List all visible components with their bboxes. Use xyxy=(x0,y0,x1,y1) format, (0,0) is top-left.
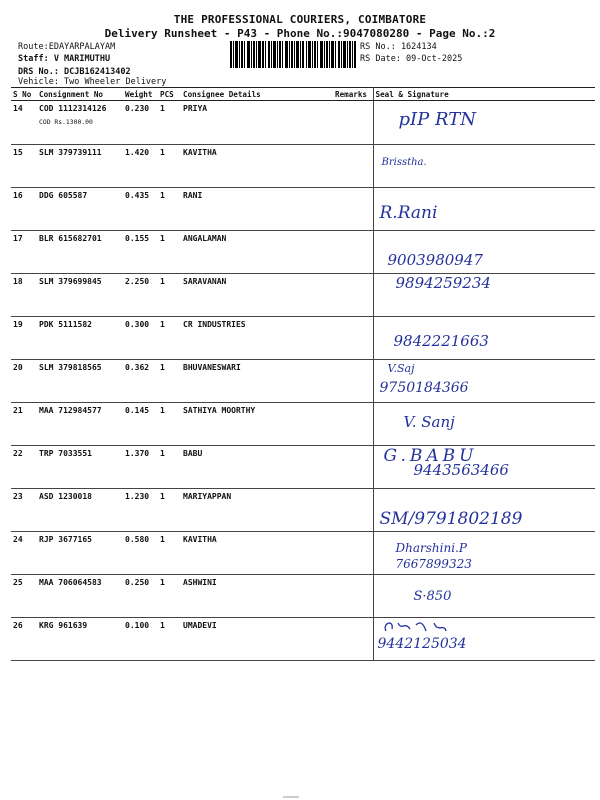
handwritten-signature: pIP RTN xyxy=(398,109,476,130)
handwritten-signature: S·850 xyxy=(413,589,452,604)
signature-cell xyxy=(373,532,595,575)
handwritten-signature: V.Saj xyxy=(387,362,415,375)
table-row xyxy=(11,188,595,231)
consignee-cell: PRIYA xyxy=(181,101,333,145)
col-remarks: Remarks xyxy=(333,88,373,101)
signature-cell xyxy=(373,403,595,446)
consignment-cell: MAA 706064583 xyxy=(37,575,123,618)
remarks-cell xyxy=(333,575,373,618)
remarks-cell xyxy=(333,446,373,489)
consignment-cell: KRG 961639 xyxy=(37,618,123,661)
weight-cell: 2.250 xyxy=(123,274,158,317)
weight-cell: 0.435 xyxy=(123,188,158,231)
remarks-cell xyxy=(333,532,373,575)
handwritten-phone: 7667899323 xyxy=(395,557,472,571)
pcs-cell: 1 xyxy=(158,317,181,360)
signature-cell xyxy=(373,575,595,618)
consignee-cell: UMADEVI xyxy=(181,618,333,661)
signature-cell xyxy=(373,101,595,145)
weight-cell: 1.230 xyxy=(123,489,158,532)
page-mark xyxy=(283,796,299,798)
weight-cell: 0.230 xyxy=(123,101,158,145)
consignee-cell: ANGALAMAN xyxy=(181,231,333,274)
remarks-cell xyxy=(333,101,373,145)
consignee-cell: MARIYAPPAN xyxy=(181,489,333,532)
consignment-cell: RJP 3677165 xyxy=(37,532,123,575)
weight-cell: 0.580 xyxy=(123,532,158,575)
sno-cell: 26 xyxy=(11,618,37,661)
weight-cell: 1.420 xyxy=(123,145,158,188)
handwritten-signature: 9894259234 xyxy=(395,274,491,292)
sno-cell: 17 xyxy=(11,231,37,274)
consignment-cell: ASD 1230018 xyxy=(37,489,123,532)
consignment-cell: SLM 379739111 xyxy=(37,145,123,188)
handwritten-signature: 9842221663 xyxy=(393,332,489,350)
consignee-cell: SARAVANAN xyxy=(181,274,333,317)
consignee-cell: CR INDUSTRIES xyxy=(181,317,333,360)
consignment-cell: DDG 605587 xyxy=(37,188,123,231)
consignment-cell: MAA 712984577 xyxy=(37,403,123,446)
sno-cell: 19 xyxy=(11,317,37,360)
pcs-cell: 1 xyxy=(158,231,181,274)
remarks-cell xyxy=(333,188,373,231)
remarks-cell xyxy=(333,403,373,446)
barcode xyxy=(230,41,356,68)
col-signature: Seal & Signature xyxy=(373,88,595,101)
sno-cell: 22 xyxy=(11,446,37,489)
handwritten-signature: R.Rani xyxy=(379,203,438,223)
consignment-cell: SLM 379818565 xyxy=(37,360,123,403)
consignee-cell: BABU xyxy=(181,446,333,489)
signature-cell xyxy=(373,274,595,317)
rs-number: RS No.: 1624134 xyxy=(360,42,437,52)
document-title: THE PROFESSIONAL COURIERS, COIMBATORE xyxy=(173,13,427,26)
table-row xyxy=(11,101,595,145)
route-value: EDAYARPALAYAM xyxy=(48,42,116,52)
staff-line: Staff: V MARIMUTHU xyxy=(18,54,111,64)
consignee-cell: SATHIYA MOORTHY xyxy=(181,403,333,446)
handwritten-scribble xyxy=(380,619,460,635)
table-row xyxy=(11,274,595,317)
table-row xyxy=(11,618,595,661)
remarks-cell xyxy=(333,360,373,403)
col-sno: S No xyxy=(11,88,37,101)
runsheet-table xyxy=(11,87,595,661)
sno-cell: 15 xyxy=(11,145,37,188)
table-row xyxy=(11,575,595,618)
table-row xyxy=(11,360,595,403)
sno-cell: 14 xyxy=(11,101,37,145)
table-row xyxy=(11,489,595,532)
consignee-cell: KAVITHA xyxy=(181,532,333,575)
pcs-cell: 1 xyxy=(158,403,181,446)
consignee-cell: BHUVANESWARI xyxy=(181,360,333,403)
route-label: Route: xyxy=(18,42,49,52)
consignee-cell: KAVITHA xyxy=(181,145,333,188)
handwritten-phone: 9442125034 xyxy=(377,636,467,652)
drs-number: DRS No.: DCJB162413402 xyxy=(18,67,131,77)
consignment-cell xyxy=(37,101,123,145)
consignee-cell: ASHWINI xyxy=(181,575,333,618)
table-row xyxy=(11,231,595,274)
sno-cell: 21 xyxy=(11,403,37,446)
signature-cell xyxy=(373,489,595,532)
sno-cell: 24 xyxy=(11,532,37,575)
weight-cell: 0.100 xyxy=(123,618,158,661)
pcs-cell: 1 xyxy=(158,101,181,145)
consignment-cell: SLM 379699845 xyxy=(37,274,123,317)
consignment-cell: BLR 615682701 xyxy=(37,231,123,274)
weight-cell: 0.145 xyxy=(123,403,158,446)
col-consignee: Consignee Details xyxy=(181,88,333,101)
weight-cell: 0.250 xyxy=(123,575,158,618)
sno-cell: 20 xyxy=(11,360,37,403)
signature-cell xyxy=(373,360,595,403)
vehicle-line: Vehicle: Two Wheeler Delivery xyxy=(18,77,167,87)
consignment-cell: TRP 7033551 xyxy=(37,446,123,489)
pcs-cell: 1 xyxy=(158,489,181,532)
pcs-cell: 1 xyxy=(158,618,181,661)
handwritten-signature: G.BABU xyxy=(383,446,478,466)
handwritten-signature: V. Sanj xyxy=(403,413,455,431)
route-line xyxy=(18,42,115,52)
pcs-cell: 1 xyxy=(158,188,181,231)
remarks-cell xyxy=(333,145,373,188)
table-header-row xyxy=(11,88,595,101)
signature-cell xyxy=(373,317,595,360)
pcs-cell: 1 xyxy=(158,274,181,317)
handwritten-phone: 9443563466 xyxy=(413,461,509,479)
remarks-cell xyxy=(333,317,373,360)
rs-date: RS Date: 09-Oct-2025 xyxy=(360,54,463,64)
pcs-cell: 1 xyxy=(158,446,181,489)
handwritten-signature: 9003980947 xyxy=(387,251,483,269)
weight-cell: 0.300 xyxy=(123,317,158,360)
table-row xyxy=(11,446,595,489)
table-row xyxy=(11,403,595,446)
col-consignment: Consignment No xyxy=(37,88,123,101)
sno-cell: 25 xyxy=(11,575,37,618)
handwritten-signature: SM/9791802189 xyxy=(379,509,523,529)
signature-cell xyxy=(373,231,595,274)
handwritten-signature: Brisstha. xyxy=(381,157,427,168)
runsheet-subtitle: Delivery Runsheet - P43 - Phone No.:9047080280 - Page No.:2 xyxy=(104,27,496,40)
remarks-cell xyxy=(333,274,373,317)
table-row xyxy=(11,145,595,188)
sno-cell: 16 xyxy=(11,188,37,231)
remarks-cell xyxy=(333,231,373,274)
consignment-number: COD 1112314126 xyxy=(39,104,107,113)
signature-cell xyxy=(373,446,595,489)
weight-cell: 0.155 xyxy=(123,231,158,274)
col-pcs: PCS xyxy=(158,88,181,101)
weight-cell: 0.362 xyxy=(123,360,158,403)
pcs-cell: 1 xyxy=(158,360,181,403)
table-row xyxy=(11,317,595,360)
col-weight: Weight xyxy=(123,88,158,101)
remarks-cell xyxy=(333,489,373,532)
signature-cell xyxy=(373,145,595,188)
cod-amount-note: COD Rs.1300.00 xyxy=(39,118,93,126)
handwritten-signature: Dharshini.P xyxy=(395,541,467,555)
pcs-cell: 1 xyxy=(158,532,181,575)
table-row xyxy=(11,532,595,575)
signature-cell xyxy=(373,618,595,661)
sno-cell: 18 xyxy=(11,274,37,317)
consignment-cell: PDK 5111582 xyxy=(37,317,123,360)
pcs-cell: 1 xyxy=(158,145,181,188)
weight-cell: 1.370 xyxy=(123,446,158,489)
signature-cell xyxy=(373,188,595,231)
pcs-cell: 1 xyxy=(158,575,181,618)
handwritten-phone: 9750184366 xyxy=(379,380,469,396)
consignee-cell: RANI xyxy=(181,188,333,231)
sno-cell: 23 xyxy=(11,489,37,532)
remarks-cell xyxy=(333,618,373,661)
